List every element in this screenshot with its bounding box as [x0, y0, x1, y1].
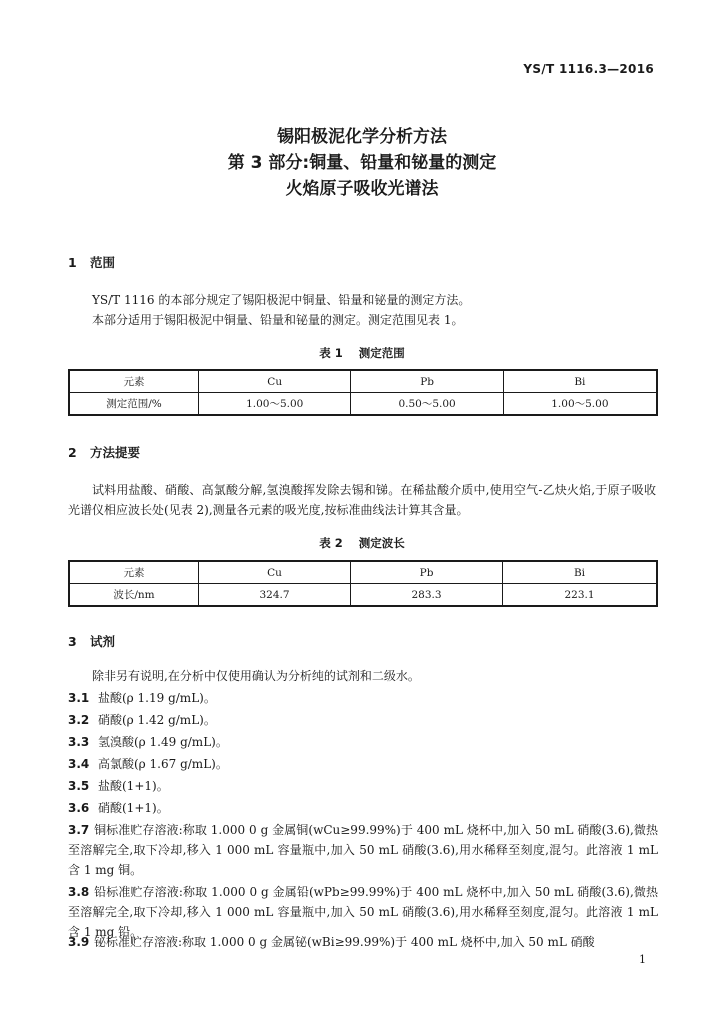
section-title: 试剂: [90, 634, 116, 649]
reagent-item: [68, 820, 658, 880]
item-number: 3.5: [68, 779, 90, 793]
table-cell: 1.00～5.00: [503, 393, 657, 416]
item-number: 3.9: [68, 935, 90, 949]
method-paragraph: 试料用盐酸、硝酸、高氯酸分解,氢溴酸挥发除去锡和锑。在稀盐酸介质中,使用空气-乙炔火焰,于原子吸收光谱仪相应波长处(见表 2),测量各元素的吸光度,按标准曲线法计算其含量。: [68, 483, 656, 517]
section-heading-scope: [68, 253, 115, 271]
reagent-item: [68, 798, 658, 818]
table-header-cell: Pb: [351, 561, 503, 584]
reagent-item: [68, 710, 658, 730]
table-wavelength: [68, 560, 658, 607]
table-cell: 223.1: [503, 584, 657, 607]
section-heading-method: [68, 443, 140, 461]
table-cell: 波长/nm: [69, 584, 199, 607]
table-2-caption: [68, 535, 656, 551]
table-header-row: [69, 370, 657, 393]
reagent-item: [68, 754, 658, 774]
item-text: 铅标准贮存溶液:称取 1.000 0 g 金属铅(wPb≥99.99%)于 400 mL 烧杯中,加入 50 mL 硝酸(3.6),微热至溶解完全,取下冷却,移入 1 000 mL 容量瓶中,加入 50 mL 硝酸(3.6),用水稀释至刻度,混匀。此溶液 1 mL 含 1 mg 铅。: [68, 885, 658, 939]
table-title: 测定范围: [358, 346, 405, 360]
section-title: 方法提要: [90, 445, 141, 460]
standard-code: YS/T 1116.3—2016: [523, 62, 654, 76]
table-header-cell: Cu: [199, 561, 351, 584]
item-number: 3.4: [68, 757, 90, 771]
table-header-cell: Cu: [199, 370, 351, 393]
item-number: 3.8: [68, 885, 90, 899]
title-line-1: 锡阳极泥化学分析方法: [277, 127, 447, 147]
item-text: 氢溴酸(ρ 1.49 g/mL)。: [98, 735, 228, 749]
document-title: [0, 124, 724, 202]
table-header-row: [69, 561, 657, 584]
section-number: 3: [68, 634, 77, 649]
item-number: 3.1: [68, 691, 90, 705]
item-text: 盐酸(ρ 1.19 g/mL)。: [98, 691, 216, 705]
table-label: 表 1: [319, 346, 343, 360]
page-number: 1: [639, 953, 646, 966]
reagent-item: [68, 688, 658, 708]
scope-paragraph-2: 本部分适用于锡阳极泥中铜量、铅量和铋量的测定。测定范围见表 1。: [92, 313, 464, 327]
item-number: 3.2: [68, 713, 90, 727]
section-number: 1: [68, 255, 77, 270]
item-text: 硝酸(ρ 1.42 g/mL)。: [98, 713, 216, 727]
section-number: 2: [68, 445, 77, 460]
reagents-intro: 除非另有说明,在分析中仅使用确认为分析纯的试剂和二级水。: [92, 669, 420, 683]
item-text: 铜标准贮存溶液:称取 1.000 0 g 金属铜(wCu≥99.99%)于 400 mL 烧杯中,加入 50 mL 硝酸(3.6),微热至溶解完全,取下冷却,移入 1 000 mL 容量瓶中,加入 50 mL 硝酸(3.6),用水稀释至刻度,混匀。此溶液 1 mL 含 1 mg 铜。: [68, 823, 658, 877]
scope-paragraph-1: YS/T 1116 的本部分规定了锡阳极泥中铜量、铅量和铋量的测定方法。: [92, 293, 471, 307]
reagent-item: [68, 776, 658, 796]
table-cell: 0.50～5.00: [351, 393, 503, 416]
item-text: 硝酸(1+1)。: [98, 801, 169, 815]
title-line-3: 火焰原子吸收光谱法: [285, 179, 439, 199]
title-line-2: 第 3 部分:铜量、铅量和铋量的测定: [227, 153, 497, 173]
item-text: 铋标准贮存溶液:称取 1.000 0 g 金属铋(wBi≥99.99%)于 400 mL 烧杯中,加入 50 mL 硝酸: [94, 935, 595, 949]
table-header-cell: 元素: [69, 370, 199, 393]
table-row: [69, 393, 657, 416]
section-heading-reagents: [68, 632, 115, 650]
table-measurement-range: [68, 369, 658, 416]
table-title: 测定波长: [358, 536, 405, 550]
item-number: 3.7: [68, 823, 90, 837]
table-cell: 1.00～5.00: [199, 393, 351, 416]
table-header-cell: 元素: [69, 561, 199, 584]
table-cell: 324.7: [199, 584, 351, 607]
table-row: [69, 584, 657, 607]
table-cell: 283.3: [351, 584, 503, 607]
table-label: 表 2: [319, 536, 343, 550]
table-1-caption: [68, 345, 656, 361]
item-text: 盐酸(1+1)。: [98, 779, 169, 793]
table-header-cell: Bi: [503, 561, 657, 584]
table-header-cell: Bi: [503, 370, 657, 393]
reagent-item: [68, 932, 658, 952]
table-header-cell: Pb: [351, 370, 503, 393]
section-title: 范围: [90, 255, 116, 270]
item-number: 3.3: [68, 735, 90, 749]
item-text: 高氯酸(ρ 1.67 g/mL)。: [98, 757, 228, 771]
table-cell: 测定范围/%: [69, 393, 199, 416]
reagent-item: [68, 732, 658, 752]
item-number: 3.6: [68, 801, 90, 815]
